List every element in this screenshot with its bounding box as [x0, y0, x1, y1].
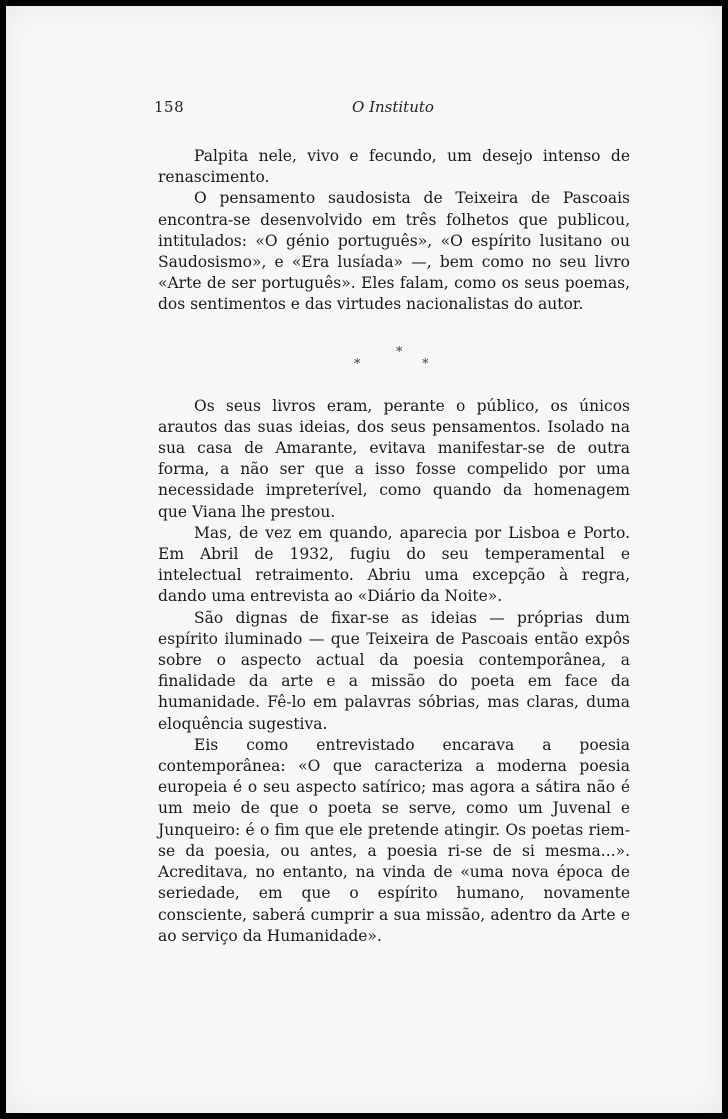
- paragraph: Palpita nele, vivo e fecundo, um desejo intenso de renascimento.: [158, 147, 630, 187]
- paragraph: Os seus livros eram, perante o público, os únicos arautos das suas ideias, dos seus pensamentos. Isolado na sua casa de Amarante, evitava manifestar-se de outra forma, a não ser que a isso fosse compelido por uma necessidade impreterível, como quando da homenagem que Viana lhe prestou.: [158, 396, 630, 521]
- section-divider-asterism: [158, 316, 630, 396]
- paragraph: Mas, de vez em quando, aparecia por Lisboa e Porto. Em Abril de 1932, fugiu do seu temperamental e intelectual retraimento. Abriu uma excepção à regra, dando uma entrevista ao «Diário da Noite».: [158, 523, 630, 606]
- paragraph: São dignas de fixar-se as ideias — próprias dum espírito iluminado — que Teixeira de Pascoais então expôs sobre o aspecto actual da poesia contemporânea, a finalidade da arte e a missão do poeta em face da humanidade. Fê-lo em palavras sóbrias, mas claras, duma eloquência sugestiva.: [158, 608, 630, 733]
- asterisk: *: [396, 344, 403, 360]
- page-header: [154, 98, 634, 118]
- text-block-2: [158, 396, 630, 947]
- running-title: O Instituto: [352, 98, 434, 116]
- page-number: 158: [154, 98, 185, 116]
- text-block-1: [158, 146, 630, 316]
- page-body: [158, 146, 630, 947]
- book-page: [6, 6, 722, 1113]
- paragraph: O pensamento saudosista de Teixeira de Pascoais encontra-se desenvolvido em três folhetos que publicou, intitulados: «O génio português», «O espírito lusitano ou Saudosismo», e «Era lusíada» —, bem como no seu livro «Arte de ser português». Eles falam, como os seus poemas, dos sentimentos e das virtudes nacionalistas do autor.: [158, 189, 630, 314]
- asterisk: *: [422, 356, 429, 372]
- paragraph: Eis como entrevistado encarava a poesia contemporânea: «O que caracteriza a moderna poesia europeia é o seu aspecto satírico; mas agora a sátira não é um meio de que o poeta se serve, como um Juvenal e Junqueiro: é o fim que ele pretende atingir. Os poetas riem-se da poesia, ou antes, a poesia ri-se de si mesma...». Acreditava, no entanto, na vinda de «uma nova época de seriedade, em que o espírito humano, novamente consciente, saberá cumprir a sua missão, adentro da Arte e ao serviço da Humanidade».: [158, 735, 630, 945]
- asterisk: *: [354, 356, 361, 372]
